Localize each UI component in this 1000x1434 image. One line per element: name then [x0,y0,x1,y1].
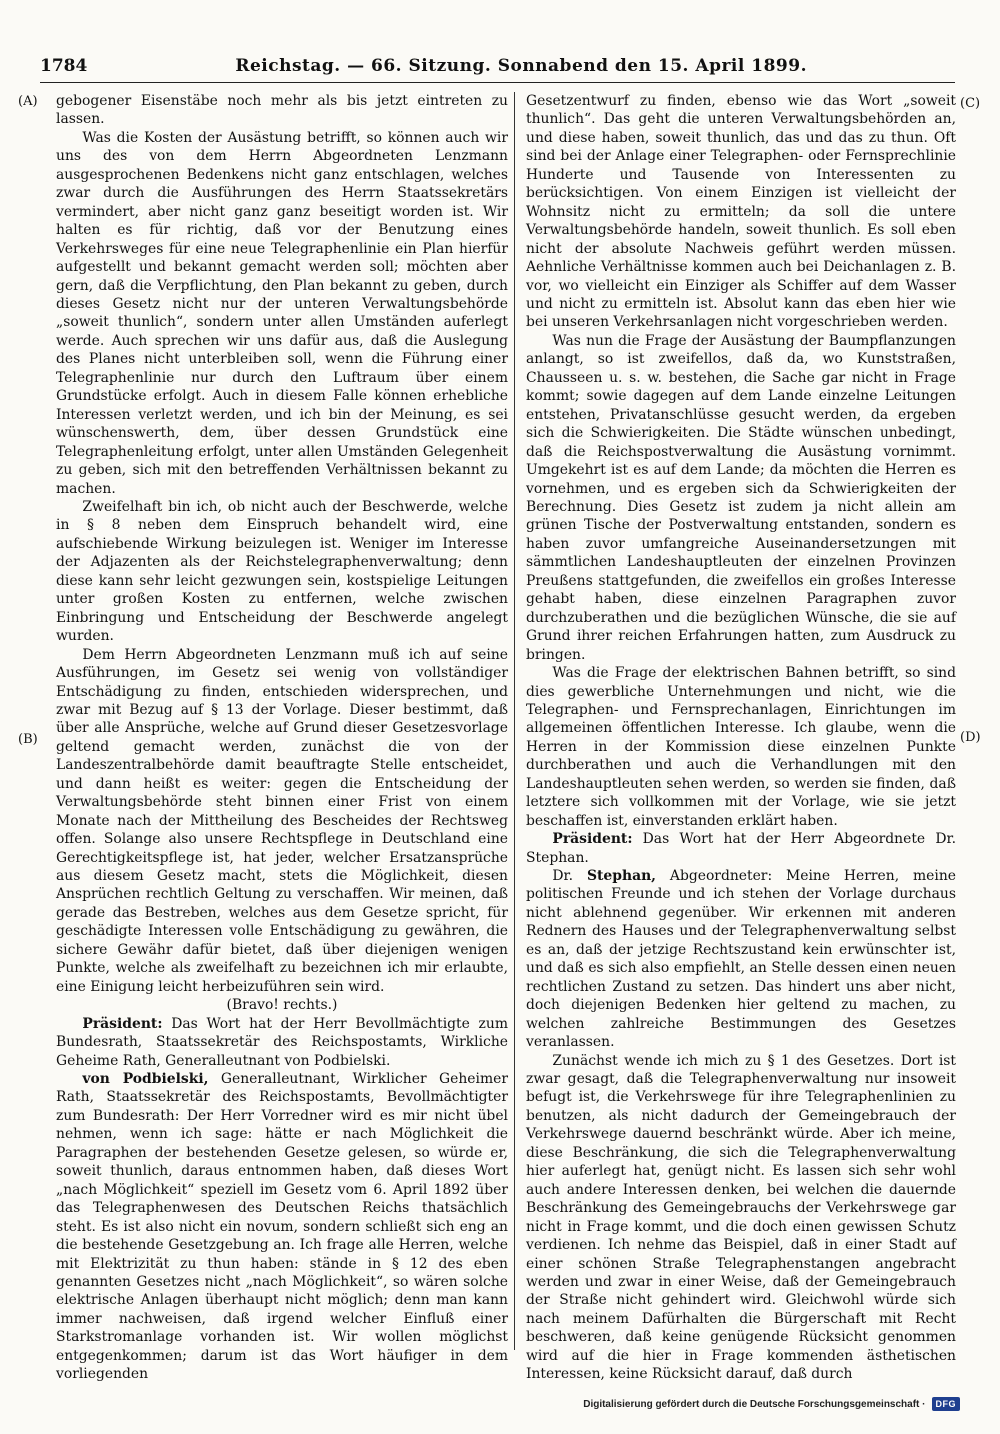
speaker-name: Präsident: [552,831,633,848]
page-number: 1784 [40,56,88,76]
digitization-footer [583,1397,960,1411]
margin-marker-a: (A) [18,94,38,109]
margin-marker-b: (B) [18,732,38,747]
paragraph: Gesetzentwurf zu finden, ebenso wie das Wort „soweit thunlich“. Das geht die unteren Verwaltungsbehörden an, und diese haben, soweit thunlich, das und das zu thun. Oft sind bei der Anlage einer Telegraphen- oder Fernsprechlinie Hunderte und Tausende von Interessenten zu berücksichtigen. Von einem Einzigen ist vielleicht der Wohnsitz nicht zu ermitteln; da soll die untere Verwaltungsbehörde handeln, soweit thunlich. Es soll eben nicht der absolute Nachweis geführt werden müssen. Aehnliche Verhältnisse kommen auch bei Deichanlagen z. B. vor, wo vielleicht ein Einziger als Schiffer auf dem Wasser und nicht zu ermitteln ist. Absolut kann das eben hier wie bei unseren Verkehrsanlagen nicht vorgeschrieben werden. [526,93,956,331]
footer-text: Digitalisierung gefördert durch die Deutsche Forschungsgemeinschaft · [583,1398,926,1410]
page-header [40,52,955,80]
paragraph: Zunächst wende ich mich zu § 1 des Gesetzes. Dort ist zwar gesagt, daß die Telegraphenverwaltung nur insoweit befugt ist, die Verkehrswege für ihre Telegraphenlinien zu benutzen, als nicht dadurch der Gemeingebrauch der Verkehrswege dauernd beschränkt würde. Aber ich meine, diese Beschränkung, die sich die Telegraphenverwaltung hier auferlegt hat, genügt nicht. Es lassen sich sehr wohl auch andere Interessen denken, bei welchen die dauernde Beschränkung des Gemeingebrauchs der Verkehrswege gar nicht in Frage kommt, und die doch einen gewissen Schutz verdienen. Ich nehme das Beispiel, daß in einer Stadt auf einer schönen Straße Telegraphenstangen angebracht werden und zwar in einer Weise, daß der Gemeingebrauch der Straße nicht gehindert wird. Gleichwohl würde sich nach meinem Dafürhalten die Bürgerschaft mit Recht beschweren, daß keine genügende Rücksicht genommen wird auf die hier in Frage kommenden ästhetischen Interessen, keine Rücksicht darauf, daß durch [526,1052,956,1383]
paragraph: Was die Kosten der Ausästung betrifft, so können auch wir uns des von dem Herrn Abgeordneten Lenzmann ausgesprochenen Bedenkens nicht ganz entschlagen, welches zwar durch die Ausführungen des Herrn Staatssekretärs vermindert, aber nicht ganz ganz beseitigt worden ist. Wir halten es für richtig, daß vor der Benutzung eines Verkehrsweges für eine neue Telegraphenlinie ein Plan hierfür aufgestellt und bekannt gemacht werden soll; möchten aber gern, daß die Verpflichtung, den Plan bekannt zu geben, durch dieses Gesetz nicht nur der unteren Verwaltungsbehörde „soweit thunlich“, sondern unter allen Umständen auferlegt werde. Auch sprechen wir uns dafür aus, daß die Auslegung des Planes nicht unterbleiben soll, wenn die Führung einer Telegraphenlinie nur durch den Luftraum über einem Grundstücke erfolgt. Auch in diesem Falle können erhebliche Interessen verletzt werden, und ich bin der Meinung, es sei wünschenswerth, dem, über dessen Grundstück eine Telegraphenleitung erfolgt, unter allen Umständen Gelegenheit zu geben, sich mit den betreffenden Verhältnissen bekannt zu machen. [56,129,508,497]
margin-marker-d: (D) [960,730,981,745]
applause-note: (Bravo! rechts.) [226,997,338,1014]
column-divider [514,92,515,1350]
paragraph: gebogener Eisenstäbe noch mehr als bis jetzt eintreten zu lassen. [56,93,508,128]
paragraph: Zweifelhaft bin ich, ob nicht auch der Beschwerde, welche in § 8 neben dem Einspruch behandelt wird, eine aufschiebende Wirkung beizulegen ist. Weniger im Interesse der Adjazenten als der Reichstelegraphenverwaltung; denn diese kann sehr leicht gezwungen sein, kostspielige Leitungen unter großen Kosten zu entfernen, welche zwischen Einbringung und Entscheidung der Beschwerde angelegt wurden. [56,498,508,645]
paragraph: Was die Frage der elektrischen Bahnen betrifft, so sind dies gewerbliche Unternehmungen und nicht, wie die Telegraphen- und Fernsprechanlagen, Einrichtungen im allgemeinen öffentlichen Interesse. Ich glaube, wenn die Herren in der Kommission diese einzelnen Punkte durchberathen und auch die Verhandlungen mit den Landeshauptleuten sehen werden, so werden sie finden, daß letztere sich vollkommen mit der Vorlage, wie sie jetzt beschaffen ist, einverstanden erklärt haben. [526,665,956,829]
speaker-paragraph [526,830,956,867]
speech-text: Abgeordneter: Meine Herren, meine politischen Freunde und ich stehen der Vorlage durchaus nicht ablehnend gegenüber. Wir erkennen mit anderen Rednern des Hauses und der Telegraphenverwaltung selbst es an, daß der jetzige Rechtszustand kein erwünschter ist, und daß es sich also empfiehlt, an Stelle dessen einen neuen rechtlichen Zustand zu setzen. Das hindert uns aber nicht, doch diejenigen Bedenken hier geltend zu machen, zu welchen zahlreiche Bestimmungen des Gesetzes veranlassen. [526,868,957,1051]
speaker-name: Präsident: [82,1015,163,1032]
running-title: Reichstag. — 66. Sitzung. Sonnabend den 15. April 1899. [235,56,807,76]
speaker-name: von Podbielski, [82,1071,209,1088]
dfg-logo: DFG [932,1397,961,1411]
speaker-name: Stephan, [586,868,657,885]
header-rule [40,82,955,83]
speech-text: Das Wort hat der Herr Abgeordnete Dr. Stephan. [526,831,957,866]
speech-text: Das Wort hat der Herr Bevollmächtigte zum Bundesrath, Staatssekretär des Reichspostamts, Wirkliche Geheime Rath, Generalleutnant von Podbielski. [56,1015,508,1069]
speech-text: Generalleutnant, Wirklicher Geheimer Rath, Staatssekretär des Reichspostamts, Bevollmächtigter zum Bundesrath: Der Herr Vorredner wird es mir nicht übel nehmen, wenn ich sage: hätte er nach Möglichkeit die Paragraphen der bestehenden Gesetze gelesen, so würde er, soweit thunlich, daraus entnommen haben, daß dieses Wort „nach Möglichkeit“ speziell im Gesetz vom 6. April 1892 über das Telegraphenwesen des Deutschen Reichs thatsächlich steht. Es ist also nicht ein novum, sondern schließt sich eng an die bestehende Gesetzgebung an. Ich frage alle Herren, welche mit Elektrizität zu thun haben: stände in § 12 des eben genannten Gesetzes nicht „nach Möglichkeit“, so wären solche elektrische Anlagen überhaupt nicht möglich; denn man kann immer nachweisen, daß irgend welcher Einfluß einer Starkstromanlage vorhanden ist. Wir wollen möglichst entgegenkommen; darum ist das Wort häufiger in dem vorliegenden [56,1071,508,1383]
speaker-paragraph [56,1070,508,1384]
speaker-paragraph [56,1015,508,1070]
speaker-title: Dr. [552,868,574,885]
margin-marker-c: (C) [960,96,981,111]
right-column [526,92,956,1384]
speaker-paragraph [526,867,956,1052]
left-column [56,92,508,1384]
paragraph: Was nun die Frage der Ausästung der Baumpflanzungen anlangt, so ist zweifellos, daß da, wo Kunststraßen, Chausseen u. s. w. bestehen, die Sache gar nicht in Frage kommt; sowie dagegen auf dem Lande einzelne Leitungen entstehen, Privatanschlüsse gesucht werden, da ergeben sich die Schwierigkeiten. Die Städte wünschen unbedingt, daß die Reichspostverwaltung die Ausästung vornimmt. Umgekehrt ist es auf dem Lande; da möchten die Herren es vornehmen, und es ergeben sich da Schwierigkeiten der Berechnung. Dies Gesetz ist zudem ja nicht allein am grünen Tische der Postverwaltung entstanden, sondern es haben zuvor umfangreiche Auseinandersetzungen mit sämmtlichen Landeshauptleuten der einzelnen Provinzen Preußens stattgefunden, die zweifellos ein großes Interesse gehabt haben, diese einzelnen Paragraphen zuvor durchzuberathen und die bezüglichen Wünsche, die sie auf Grund ihrer reichen Erfahrungen hatten, zum Ausdruck zu bringen. [526,332,956,663]
paragraph: Dem Herrn Abgeordneten Lenzmann muß ich auf seine Ausführungen, im Gesetz sei wenig von vollständiger Entschädigung zu finden, entschieden widersprechen, und zwar mit Bezug auf § 13 der Vorlage. Dieser bestimmt, daß über alle Ansprüche, welche auf Grund dieser Gesetzesvorlage geltend gemacht werden, zunächst die von der Landeszentralbehörde damit beauftragte Stelle entscheidet, und dann heißt es weiter: gegen die Entscheidung der Verwaltungsbehörde steht binnen einer Frist von einem Monate nach der Mittheilung des Bescheides der Rechtsweg offen. Solange also unsere Rechtspflege in Deutschland eine Gerechtigkeitspflege ist, hat jeder, welcher Ersatzansprüche aus diesem Gesetz macht, stets die Möglichkeit, diesen Ansprüchen rechtlich Geltung zu verschaffen. Wir meinen, daß gerade das Bestreben, welches aus dem Gesetze spricht, für geschädigte Interessen volle Entschädigung zu gewähren, die sichere Gewähr dafür bietet, daß über diejenigen wenigen Punkte, welche als zweifelhaft zu bezeichnen ich mir erlaubte, eine Einigung leicht herbeizuführen sein wird. [56,646,508,995]
